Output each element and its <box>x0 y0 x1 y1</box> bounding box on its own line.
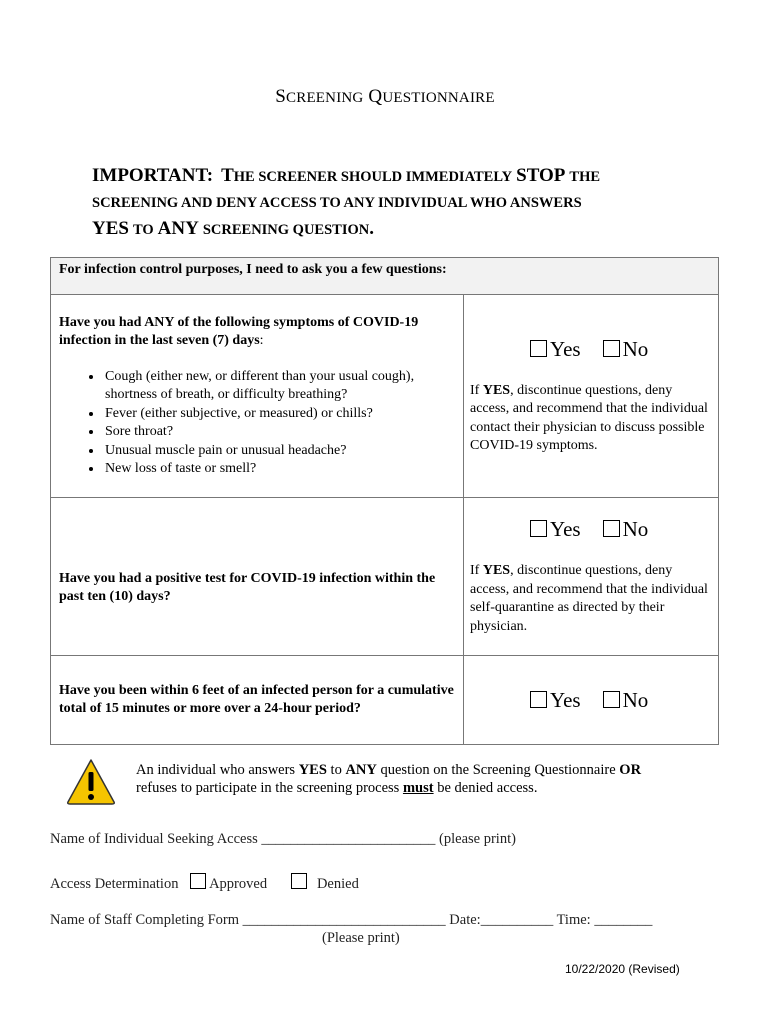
individual-name-field[interactable]: ________________________ <box>261 831 436 847</box>
staff-name-hint: (Please print) <box>322 930 400 946</box>
approved-checkbox[interactable] <box>190 873 206 889</box>
answer-2-options <box>470 517 712 542</box>
individual-name-hint: (please print) <box>439 831 516 847</box>
question-3-cell <box>51 656 464 745</box>
question-2-cell <box>51 498 464 656</box>
revision-date: 10/22/2020 (Revised) <box>565 962 680 976</box>
answer-1-options <box>470 337 712 362</box>
answer-3-options <box>470 688 712 713</box>
date-label: Date: <box>449 912 481 928</box>
screening-table <box>50 257 719 745</box>
q1-no-label: No <box>622 336 649 361</box>
q3-yes-checkbox[interactable] <box>530 691 547 708</box>
approved-label: Approved <box>209 876 268 892</box>
access-determination-label: Access Determination <box>50 876 179 892</box>
date-field[interactable]: __________ <box>480 912 554 928</box>
answer-3-cell <box>464 656 719 745</box>
symptom-item: • Sore throat? <box>103 423 455 442</box>
symptom-item: • Unusual muscle pain or unusual headache? <box>103 442 455 461</box>
staff-name-label: Name of Staff Completing Form <box>50 912 240 928</box>
staff-row <box>50 912 652 929</box>
warning-triangle-icon <box>66 758 116 806</box>
q3-no-label: No <box>622 687 649 712</box>
q1-yes-checkbox[interactable] <box>530 340 547 357</box>
q3-yes-label: Yes <box>550 687 581 712</box>
time-label: Time: <box>556 912 591 928</box>
table-header: For infection control purposes, I need to ask you a few questions: <box>51 258 719 295</box>
warning-text: An individual who answers YES to ANY question on the Screening Questionnaire OR refuses to participate in the screening process must be denied access. <box>136 762 642 796</box>
denied-label: Denied <box>316 876 359 892</box>
question-1-text: Have you had ANY of the following symptoms of COVID-19 infection in the last seven (7) days: <box>59 314 419 348</box>
q2-yes-checkbox[interactable] <box>530 520 547 537</box>
q1-no-checkbox[interactable] <box>603 340 620 357</box>
important-notice: IMPORTANT: THE SCREENER SHOULD IMMEDIATELY STOP THE SCREENING AND DENY ACCESS TO ANY INDIVIDUAL WHO ANSWERS YES TO ANY SCREENING QUESTION. <box>92 165 601 239</box>
q2-yes-label: Yes <box>550 517 581 541</box>
symptom-item: • New loss of taste or smell? <box>103 460 455 479</box>
symptom-item: • Fever (either subjective, or measured) or chills? <box>103 405 455 424</box>
q1-yes-label: Yes <box>550 336 581 361</box>
q3-no-checkbox[interactable] <box>603 691 620 708</box>
q1-instruction: If YES, discontinue questions, deny access, and recommend that the individual contact their physician to discuss possible COVID-19 symptoms. <box>470 382 708 453</box>
question-1-cell <box>51 295 464 498</box>
symptom-list <box>59 368 455 479</box>
answer-1-cell <box>464 295 719 498</box>
question-3-text: Have you been within 6 feet of an infected person for a cumulative total of 15 minutes or more over a 24-hour period? <box>59 683 454 716</box>
question-2-text: Have you had a positive test for COVID-19 infection within the past ten (10) days? <box>59 570 436 604</box>
staff-name-field[interactable]: ____________________________ <box>242 912 446 928</box>
individual-name-label: Name of Individual Seeking Access <box>50 831 258 847</box>
denied-checkbox[interactable] <box>291 873 307 889</box>
answer-2-cell <box>464 498 719 656</box>
page-title: SCREENING QUESTIONNAIRE <box>275 86 495 107</box>
time-field[interactable]: ________ <box>594 912 653 928</box>
individual-name-row <box>50 831 516 848</box>
symptom-item: • Cough (either new, or different than your usual cough), shortness of breath, or difficulty breathing? <box>103 368 455 405</box>
q2-no-checkbox[interactable] <box>603 520 620 537</box>
access-determination-row <box>50 873 359 893</box>
q2-no-label: No <box>622 517 649 541</box>
q2-instruction: If YES, discontinue questions, deny access, and recommend that the individual self-quarantine as directed by their physician. <box>470 563 708 634</box>
